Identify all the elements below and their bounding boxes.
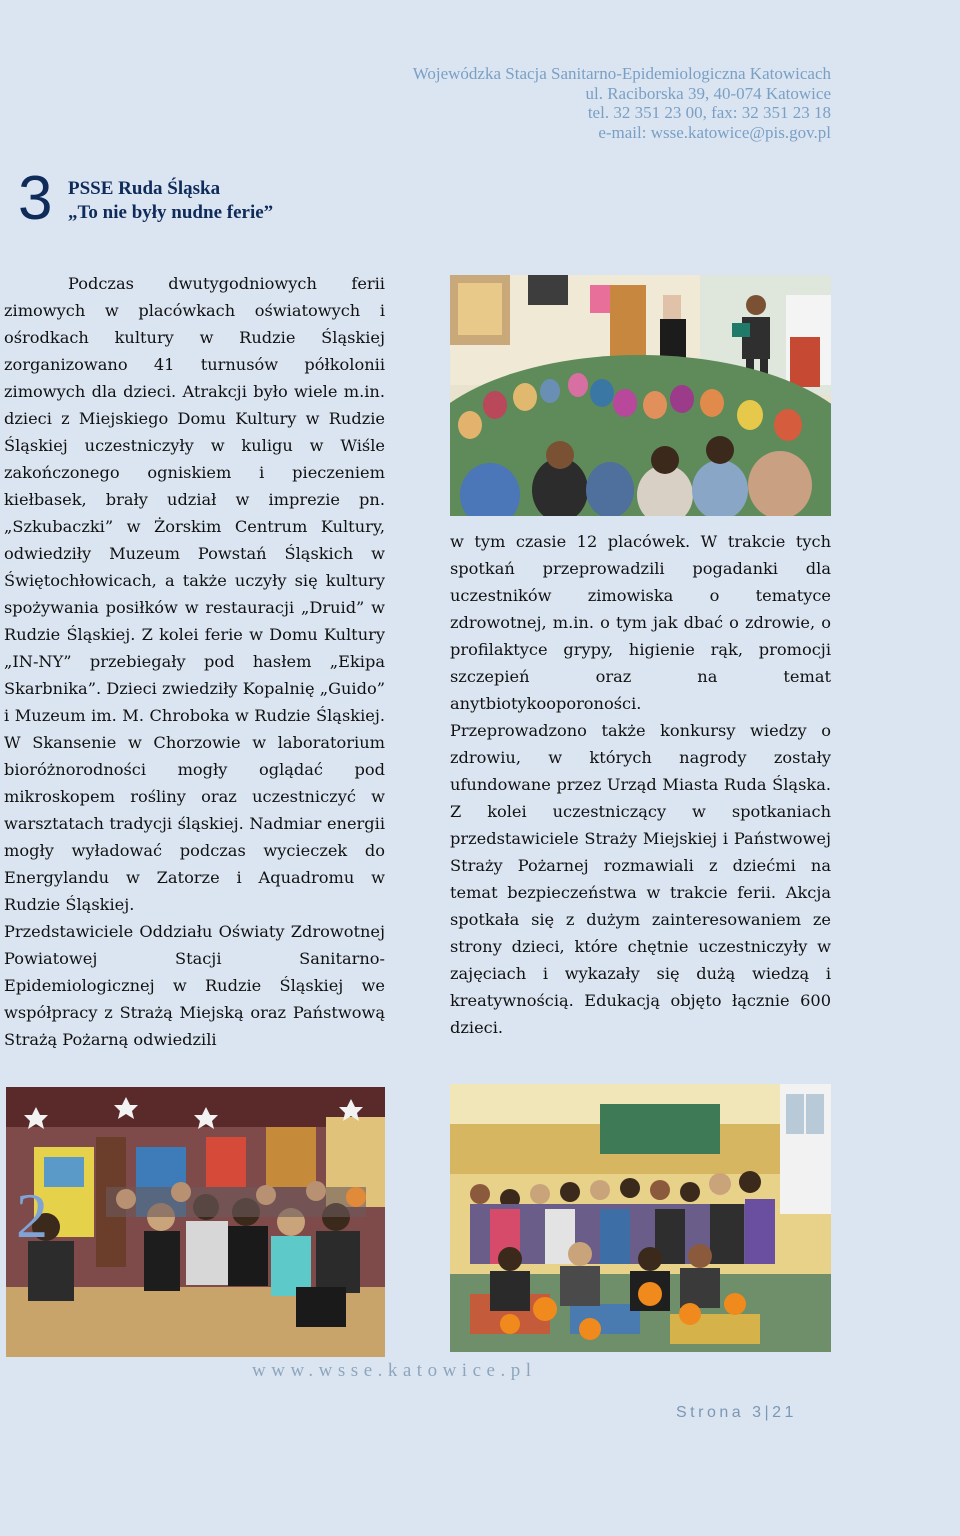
right-paragraph-2: Przeprowadzono także konkursy wiedzy o zdrowiu, w których nagrody zostały ufundowane przez Urząd Miasta Ruda Śląska. Z kolei uczestniczący w spotkaniach przedstawiciele Straży Miejskiej i Państwowej Straży Pożarnej rozmawiali z dziećmi na temat bezpieczeństwa w trakcie ferii. Akcja spotkała się z dużym zainteresowaniem ze strony dzieci, które chętnie uczestniczyły w zajęciach i wykazały się dużą wiedzą i kreatywnością. Edukacją objęto łącznie 600 dzieci. (450, 721, 831, 1037)
header-email: e-mail: wsse.katowice@pis.gov.pl (598, 122, 831, 142)
header-phone-fax: tel. 32 351 23 00, fax: 32 351 23 18 (587, 103, 831, 122)
institution-header (413, 64, 831, 142)
article-number: 3 (18, 164, 53, 233)
photo-audience (6, 1087, 385, 1357)
page-current: 3 (752, 1404, 765, 1421)
photo-overlay-number: 2 (16, 1180, 48, 1251)
page-label: Strona (676, 1404, 745, 1421)
left-paragraph-1: Podczas dwutygodniowych ferii zimowych w placówkach oświatowych i ośrodkach kultury w Rudzie Śląskiej zorganizowano 41 turnusów półkolonii zimowych dla dzieci. Atrakcji było wiele m.in. dzieci z Miejskiego Domu Kultury w Rudzie Śląskiej uczestniczyły w kuligu w Wiśle zakończonego ogniskiem i pieczeniem kiełbasek, brały udział w imprezie pn. „Szkubaczki” w Żorskim Centrum Kultury, odwiedziły Muzeum Powstań Śląskich w Świętochłowicach, a także uczyły się kultury spożywania posiłków w restauracji „Druid” w Rudzie Śląskiej. Z kolei ferie w Domu Kultury „IN-NY” przebiegały pod hasłem „Ekipa Skarbnika”. Dzieci zwiedziły Kopalnię „Guido” i Muzeum im. M. Chroboka w Rudzie Śląskiej. W Skansenie w Chorzowie w laboratorium bioróżnorodności mogły oglądać pod mikroskopem rośliny oraz uczestniczyć w warsztatach tradycji śląskiej. Nadmiar energii mogły wyładować podczas wycieczek do Energylandu w Zatorze i Aquadromu w Rudzie Śląskiej. (4, 274, 385, 914)
article-heading (68, 177, 273, 225)
left-paragraph-2: Przedstawiciele Oddziału Oświaty Zdrowotnej Powiatowej Stacji Sanitarno-Epidemiologicznej w Rudzie Śląskiej we współpracy z Strażą Miejską oraz Państwową Strażą Pożarną odwiedzili (4, 922, 385, 1049)
article-right-column (450, 528, 831, 1041)
photo-classroom-talk (450, 275, 831, 516)
page-number: Strona 3|21 (676, 1404, 797, 1421)
article-left-column (4, 270, 385, 1053)
footer-website: www.wsse.katowice.pl (252, 1360, 537, 1381)
right-paragraph-1: w tym czasie 12 placówek. W trakcie tych spotkań przeprowadzili pogadanki dla uczestników zimowiska o tematyce zdrowotnej, m.in. o tym jak dbać o zdrowie, o profilaktyce grypy, higienie rąk, promocji szczepień oraz na temat anytbiotykooporoności. (450, 532, 831, 713)
header-address: ul. Raciborska 39, 40-074 Katowice (585, 83, 831, 103)
article-unit: PSSE Ruda Śląska (68, 178, 221, 199)
photo-group-balloons (450, 1084, 831, 1352)
header-institution-name: Wojewódzka Stacja Sanitarno-Epidemiologiczna Katowicach (412, 64, 831, 83)
page-total: 21 (772, 1404, 797, 1421)
article-title: „To nie były nudne ferie” (68, 202, 274, 223)
